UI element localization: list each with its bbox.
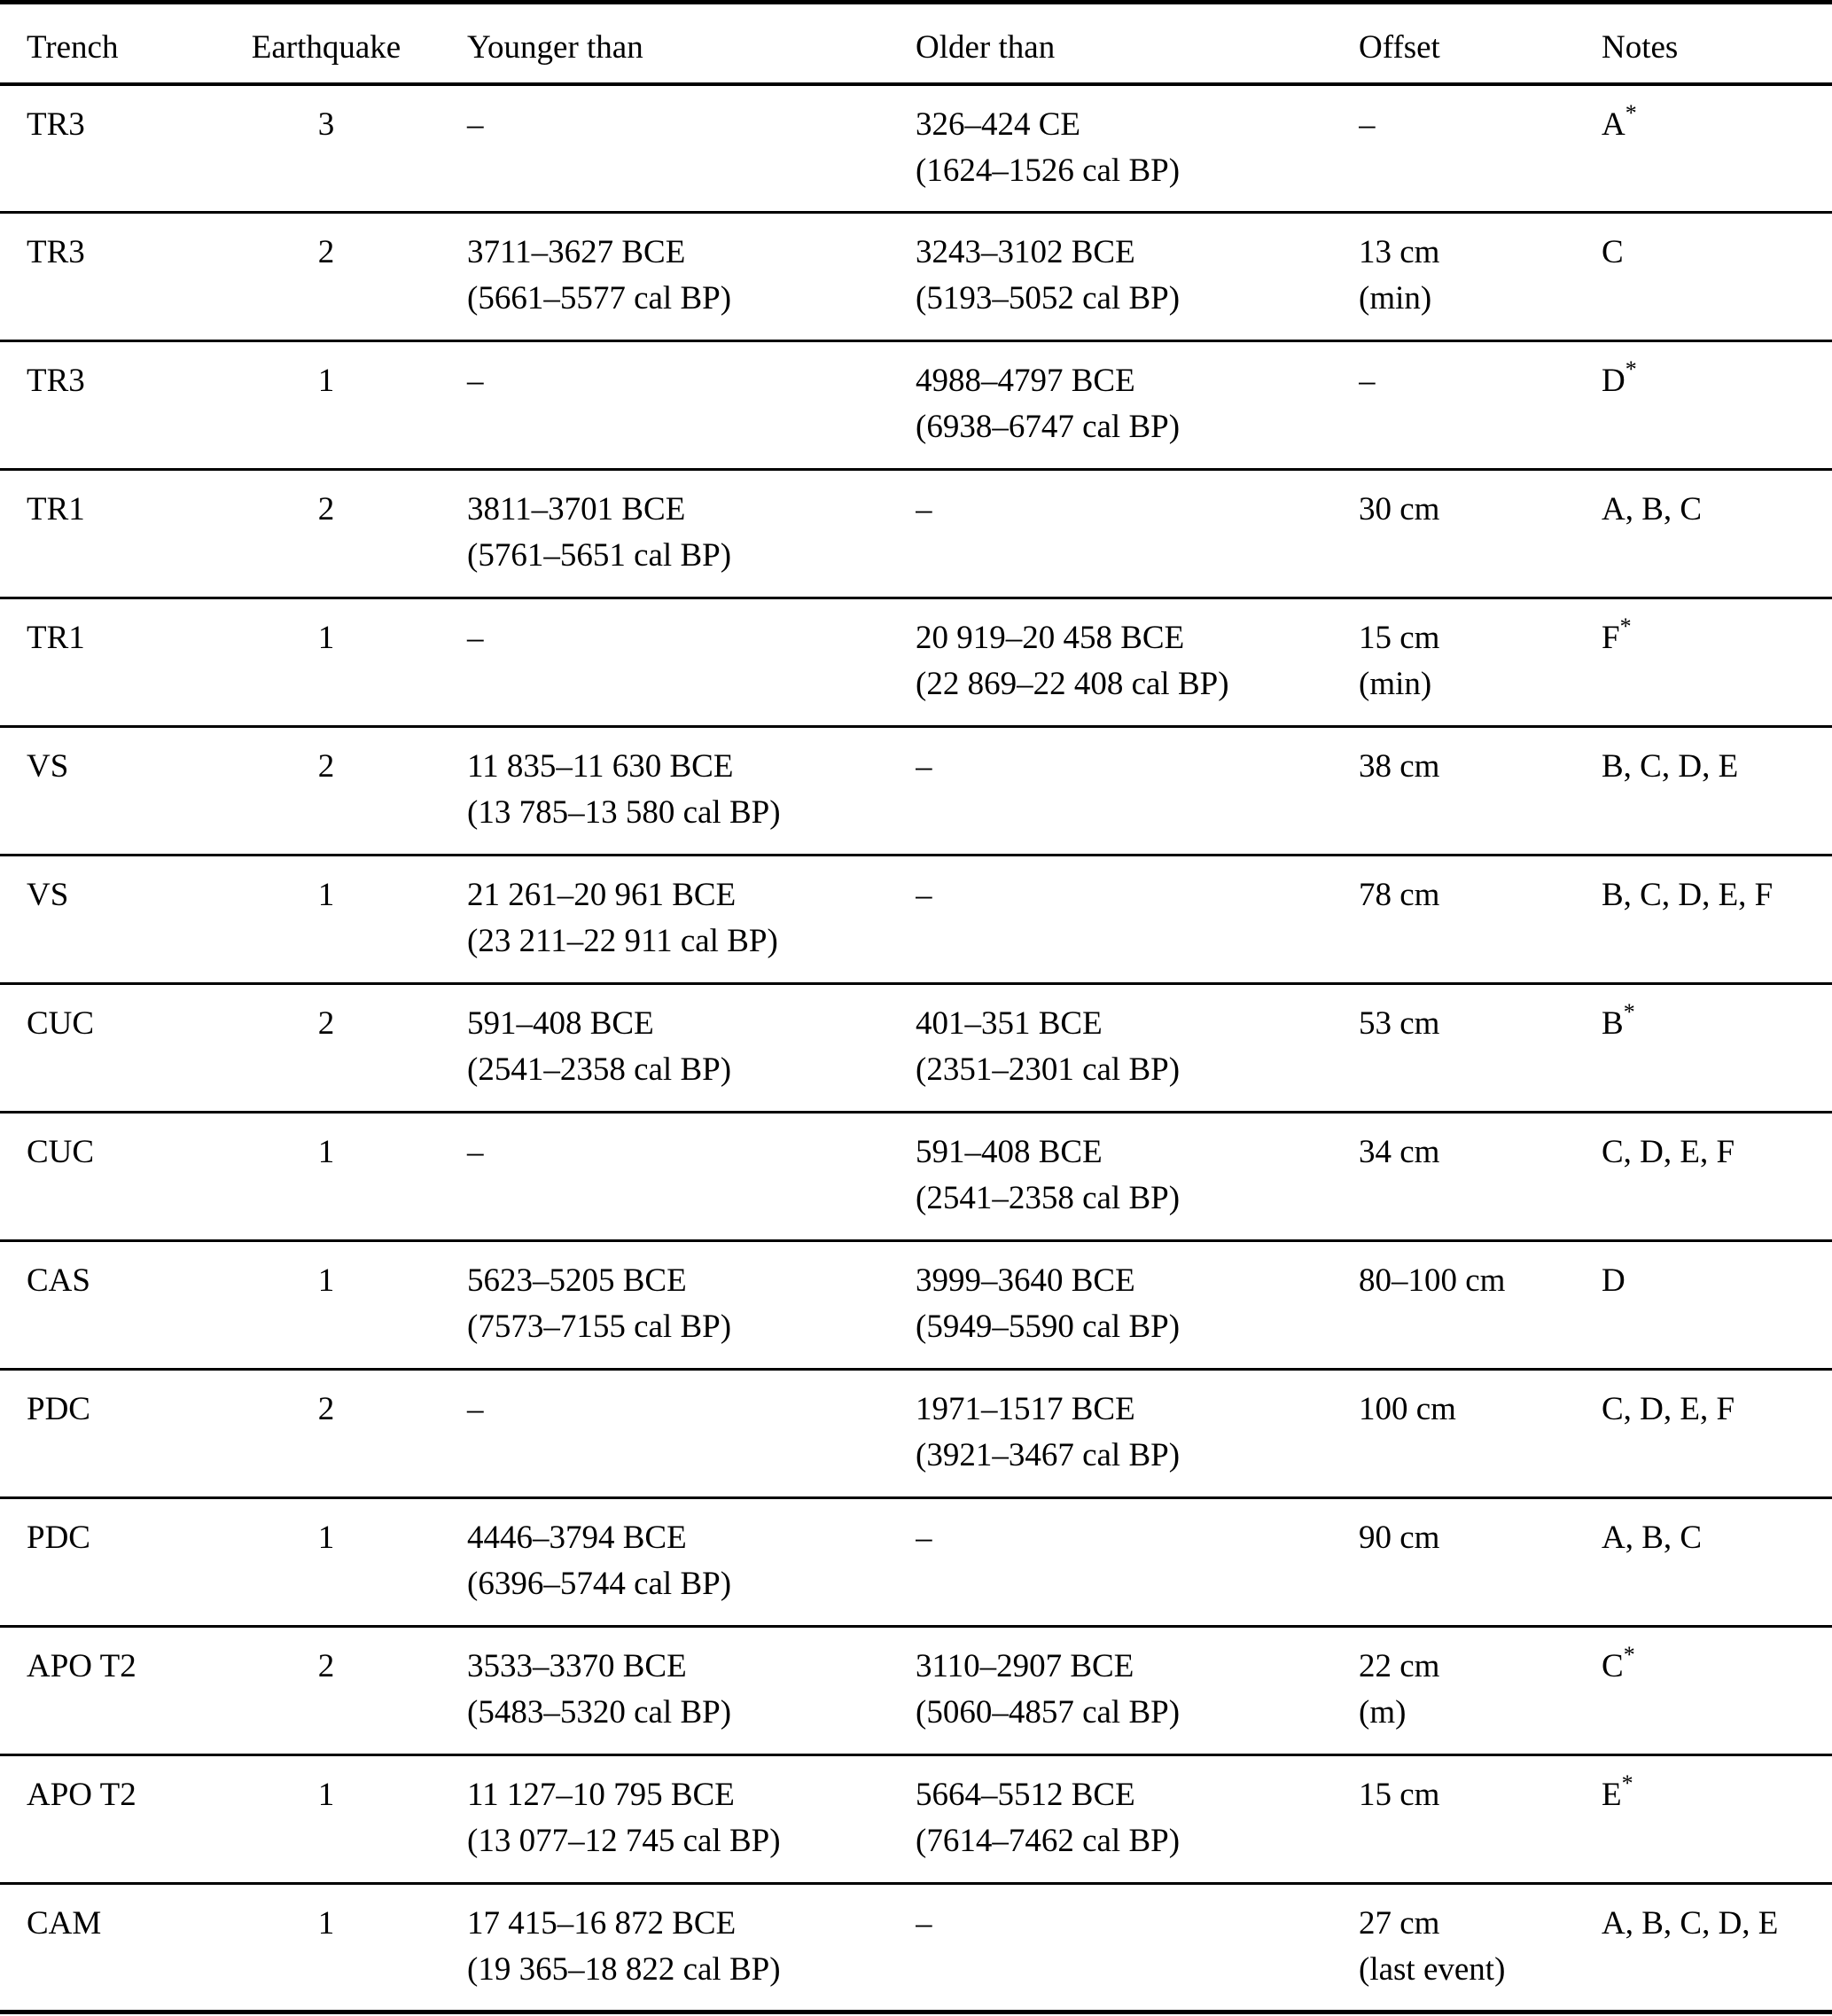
- date-range: –: [467, 363, 484, 399]
- offset-value: –: [1359, 363, 1376, 399]
- earthquake-cell: 1: [224, 1755, 428, 1884]
- trench-cell: CAM: [27, 1905, 102, 1942]
- notes-letters: F: [1602, 620, 1620, 656]
- cal-bp: (13 077–12 745 cal BP): [467, 1823, 781, 1859]
- older-cell: [916, 1498, 1359, 1627]
- notes-asterisk: *: [1623, 999, 1635, 1025]
- offset-value: –: [1359, 105, 1376, 143]
- date-range: –: [916, 748, 932, 785]
- date-range: –: [467, 620, 484, 656]
- table-row: [0, 1884, 1832, 2012]
- date-range: 3811–3701 BCE: [467, 491, 686, 527]
- offset-cell: [1359, 470, 1602, 598]
- earthquake-cell: 2: [224, 1627, 428, 1755]
- notes-letters: A, B, C: [1602, 491, 1703, 527]
- date-range: 5623–5205 BCE: [467, 1262, 687, 1299]
- offset-value: 100 cm: [1359, 1391, 1456, 1427]
- younger-cell: [428, 341, 916, 470]
- notes-letters: E: [1602, 1777, 1622, 1813]
- cal-bp: (7573–7155 cal BP): [467, 1309, 732, 1345]
- younger-cell: [428, 984, 916, 1113]
- trench-cell: APO T2: [0, 1627, 224, 1755]
- offset-cell: [1359, 1241, 1602, 1370]
- notes-cell: [1602, 84, 1832, 213]
- offset-cell: [1359, 1884, 1602, 2012]
- notes-asterisk: *: [1621, 1770, 1633, 1796]
- notes-asterisk: *: [1625, 99, 1637, 126]
- older-cell: [916, 1755, 1359, 1884]
- younger-cell: [428, 1113, 916, 1241]
- offset-cell: [1359, 213, 1602, 341]
- offset-cell: [1359, 727, 1602, 856]
- date-range: –: [467, 1391, 484, 1427]
- offset-value: 38 cm: [1359, 748, 1440, 785]
- trench-cell: PDC: [0, 1370, 224, 1498]
- cal-bp: (5661–5577 cal BP): [467, 280, 732, 316]
- table-row: [0, 341, 1832, 470]
- cal-bp: (2541–2358 cal BP): [467, 1051, 732, 1088]
- table-row: [0, 1241, 1832, 1370]
- date-range: –: [467, 1134, 484, 1170]
- cal-bp: (1624–1526 cal BP): [916, 152, 1181, 189]
- notes-cell: [1602, 1627, 1832, 1755]
- notes-cell: [1602, 1241, 1832, 1370]
- notes-cell: [1602, 1370, 1832, 1498]
- offset-qualifier: (min): [1359, 666, 1432, 702]
- table-row: [0, 213, 1832, 341]
- younger-cell: [428, 213, 916, 341]
- offset-qualifier: (min): [1359, 280, 1432, 316]
- younger-cell: [428, 727, 916, 856]
- trench-cell: TR1: [0, 470, 224, 598]
- notes-letters: C: [1602, 234, 1624, 270]
- date-range: –: [467, 105, 484, 143]
- offset-value: 15 cm: [1359, 1777, 1440, 1813]
- notes-letters: A, B, C: [1602, 1520, 1703, 1556]
- notes-cell: [1602, 1113, 1832, 1241]
- offset-value: 34 cm: [1359, 1134, 1440, 1170]
- younger-cell: [428, 1884, 916, 2012]
- offset-cell: [1359, 1755, 1602, 1884]
- notes-asterisk: *: [1619, 613, 1632, 639]
- earthquake-cell: 1: [224, 1241, 428, 1370]
- offset-cell: [1359, 341, 1602, 470]
- cal-bp: (5483–5320 cal BP): [467, 1694, 732, 1731]
- date-range: 401–351 BCE: [916, 1005, 1103, 1042]
- earthquake-cell: 1: [224, 1113, 428, 1241]
- offset-value: 30 cm: [1359, 491, 1440, 527]
- offset-cell: [1359, 856, 1602, 984]
- date-range: 1971–1517 BCE: [916, 1391, 1135, 1427]
- earthquake-cell: 1: [224, 598, 428, 727]
- notes-letters: C, D, E, F: [1602, 1391, 1735, 1427]
- trench-cell: APO T2: [0, 1755, 224, 1884]
- older-cell: [916, 1241, 1359, 1370]
- date-range: 3243–3102 BCE: [916, 234, 1135, 270]
- offset-cell: [1359, 984, 1602, 1113]
- notes-letters: A: [1602, 105, 1625, 143]
- cal-bp: (7614–7462 cal BP): [916, 1823, 1181, 1859]
- notes-letters: B: [1602, 1005, 1624, 1042]
- offset-value: 13 cm: [1359, 234, 1440, 270]
- date-range: 11 835–11 630 BCE: [467, 748, 734, 785]
- notes-cell: [1602, 598, 1832, 727]
- notes-letters: D: [1602, 363, 1625, 399]
- earthquake-cell: 1: [224, 341, 428, 470]
- table-row: [0, 727, 1832, 856]
- offset-cell: [1359, 598, 1602, 727]
- date-range: 20 919–20 458 BCE: [916, 620, 1185, 656]
- trench-cell: TR3: [0, 341, 224, 470]
- older-cell: [916, 598, 1359, 727]
- notes-letters: D: [1602, 1262, 1625, 1299]
- earthquake-cell: 2: [224, 984, 428, 1113]
- date-range: 591–408 BCE: [467, 1005, 654, 1042]
- col-header-younger: Younger than: [428, 3, 916, 84]
- offset-cell: [1359, 84, 1602, 213]
- offset-value: 15 cm: [1359, 620, 1440, 656]
- notes-letters: C: [1602, 1648, 1624, 1684]
- earthquake-cell: 2: [224, 727, 428, 856]
- offset-qualifier: (m): [1359, 1694, 1407, 1731]
- older-cell: [916, 84, 1359, 213]
- offset-value: 90 cm: [1359, 1520, 1440, 1556]
- notes-cell: [1602, 1498, 1832, 1627]
- notes-letters: B, C, D, E, F: [1602, 877, 1774, 913]
- younger-cell: [428, 1627, 916, 1755]
- offset-qualifier: (last event): [1359, 1951, 1506, 1988]
- cal-bp: (6396–5744 cal BP): [467, 1566, 732, 1602]
- trench-cell: CAS: [0, 1241, 224, 1370]
- younger-cell: [428, 598, 916, 727]
- trench-cell: PDC: [0, 1498, 224, 1627]
- cal-bp: (5949–5590 cal BP): [916, 1309, 1181, 1345]
- offset-value: 53 cm: [1359, 1005, 1440, 1042]
- notes-cell: [1602, 1755, 1832, 1884]
- trench-cell: TR3: [0, 213, 224, 341]
- notes-cell: [1602, 856, 1832, 984]
- younger-cell: [428, 470, 916, 598]
- offset-value: 78 cm: [1359, 877, 1440, 913]
- date-range: –: [916, 1905, 932, 1942]
- older-cell: [916, 1627, 1359, 1755]
- cal-bp: (2541–2358 cal BP): [916, 1180, 1181, 1216]
- earthquake-cell: 1: [224, 856, 428, 984]
- date-range: –: [916, 491, 932, 527]
- cal-bp: (23 211–22 911 cal BP): [467, 923, 778, 959]
- date-range: 3711–3627 BCE: [467, 234, 686, 270]
- cal-bp: (5060–4857 cal BP): [916, 1694, 1181, 1731]
- younger-cell: [428, 1498, 916, 1627]
- table-row: [0, 1498, 1832, 1627]
- offset-cell: [1359, 1113, 1602, 1241]
- cal-bp: (6938–6747 cal BP): [916, 409, 1181, 445]
- date-range: –: [916, 877, 932, 913]
- notes-letters: C, D, E, F: [1602, 1134, 1735, 1170]
- younger-cell: [428, 1241, 916, 1370]
- date-range: 4446–3794 BCE: [467, 1520, 687, 1556]
- older-cell: [916, 341, 1359, 470]
- cal-bp: (13 785–13 580 cal BP): [467, 794, 781, 831]
- earthquake-cell: 2: [224, 213, 428, 341]
- older-cell: [916, 1113, 1359, 1241]
- earthquake-cell: 3: [224, 84, 428, 213]
- col-header-trench: Trench: [0, 3, 224, 84]
- older-cell: [916, 470, 1359, 598]
- notes-cell: [1602, 984, 1832, 1113]
- table-row: [0, 84, 1832, 213]
- younger-cell: [428, 1370, 916, 1498]
- date-range: 5664–5512 BCE: [916, 1777, 1135, 1813]
- older-cell: [916, 727, 1359, 856]
- offset-value: 22 cm: [1359, 1648, 1440, 1684]
- date-range: 326–424 CE: [916, 105, 1081, 143]
- table-row: [0, 470, 1832, 598]
- date-range: 17 415–16 872 BCE: [467, 1905, 737, 1942]
- offset-value: 80–100 cm: [1359, 1262, 1506, 1299]
- younger-cell: [428, 1755, 916, 1884]
- cal-bp: (5761–5651 cal BP): [467, 537, 732, 574]
- offset-value: 27 cm: [1359, 1905, 1440, 1942]
- date-range: –: [916, 1520, 932, 1556]
- cal-bp: (19 365–18 822 cal BP): [467, 1951, 781, 1988]
- date-range: 4988–4797 BCE: [916, 363, 1135, 399]
- date-range: 21 261–20 961 BCE: [467, 877, 737, 913]
- notes-letters: A, B, C, D, E: [1602, 1905, 1779, 1942]
- cal-bp: (3921–3467 cal BP): [916, 1437, 1181, 1473]
- date-range: 11 127–10 795 BCE: [467, 1777, 735, 1813]
- date-range: 591–408 BCE: [916, 1134, 1103, 1170]
- date-range: 3110–2907 BCE: [916, 1648, 1134, 1684]
- younger-cell: [428, 84, 916, 213]
- older-cell: [916, 856, 1359, 984]
- earthquake-cell: 2: [224, 470, 428, 598]
- cal-bp: (2351–2301 cal BP): [916, 1051, 1181, 1088]
- older-cell: [916, 984, 1359, 1113]
- notes-cell: [1602, 341, 1832, 470]
- earthquake-cell: 2: [224, 1370, 428, 1498]
- notes-cell: [1602, 470, 1832, 598]
- offset-cell: [1359, 1498, 1602, 1627]
- notes-asterisk: *: [1623, 1642, 1635, 1668]
- trench-cell: TR3: [0, 84, 224, 213]
- date-range: 3999–3640 BCE: [916, 1262, 1135, 1299]
- col-header-notes: Notes: [1602, 3, 1832, 84]
- offset-cell: [1359, 1627, 1602, 1755]
- col-header-earthquake: Earthquake: [224, 3, 428, 84]
- col-header-offset: Offset: [1359, 3, 1602, 84]
- older-cell: [916, 213, 1359, 341]
- cal-bp: (5193–5052 cal BP): [916, 280, 1181, 316]
- col-header-older: Older than: [916, 3, 1359, 84]
- table-row: [0, 1370, 1832, 1498]
- table-row: [0, 1113, 1832, 1241]
- trench-cell: TR1: [0, 598, 224, 727]
- trench-cell: VS: [0, 727, 224, 856]
- table-row: [0, 856, 1832, 984]
- earthquake-cell: 1: [224, 1498, 428, 1627]
- younger-cell: [428, 856, 916, 984]
- trench-cell: VS: [0, 856, 224, 984]
- notes-cell: [1602, 727, 1832, 856]
- header-row: [0, 3, 1832, 84]
- older-cell: [916, 1370, 1359, 1498]
- offset-cell: [1359, 1370, 1602, 1498]
- notes-letters: B, C, D, E: [1602, 748, 1739, 785]
- notes-cell: [1602, 213, 1832, 341]
- table-row: [0, 984, 1832, 1113]
- table-row: [0, 598, 1832, 727]
- earthquake-cell: 1: [317, 1905, 335, 1942]
- trench-cell: CUC: [0, 1113, 224, 1241]
- cal-bp: (22 869–22 408 cal BP): [916, 666, 1229, 702]
- older-cell: [916, 1884, 1359, 2012]
- table-row: [0, 1755, 1832, 1884]
- date-range: 3533–3370 BCE: [467, 1648, 687, 1684]
- notes-asterisk: *: [1625, 356, 1637, 382]
- notes-cell: [1602, 1884, 1832, 2012]
- table-row: [0, 1627, 1832, 1755]
- trench-cell: CUC: [0, 984, 224, 1113]
